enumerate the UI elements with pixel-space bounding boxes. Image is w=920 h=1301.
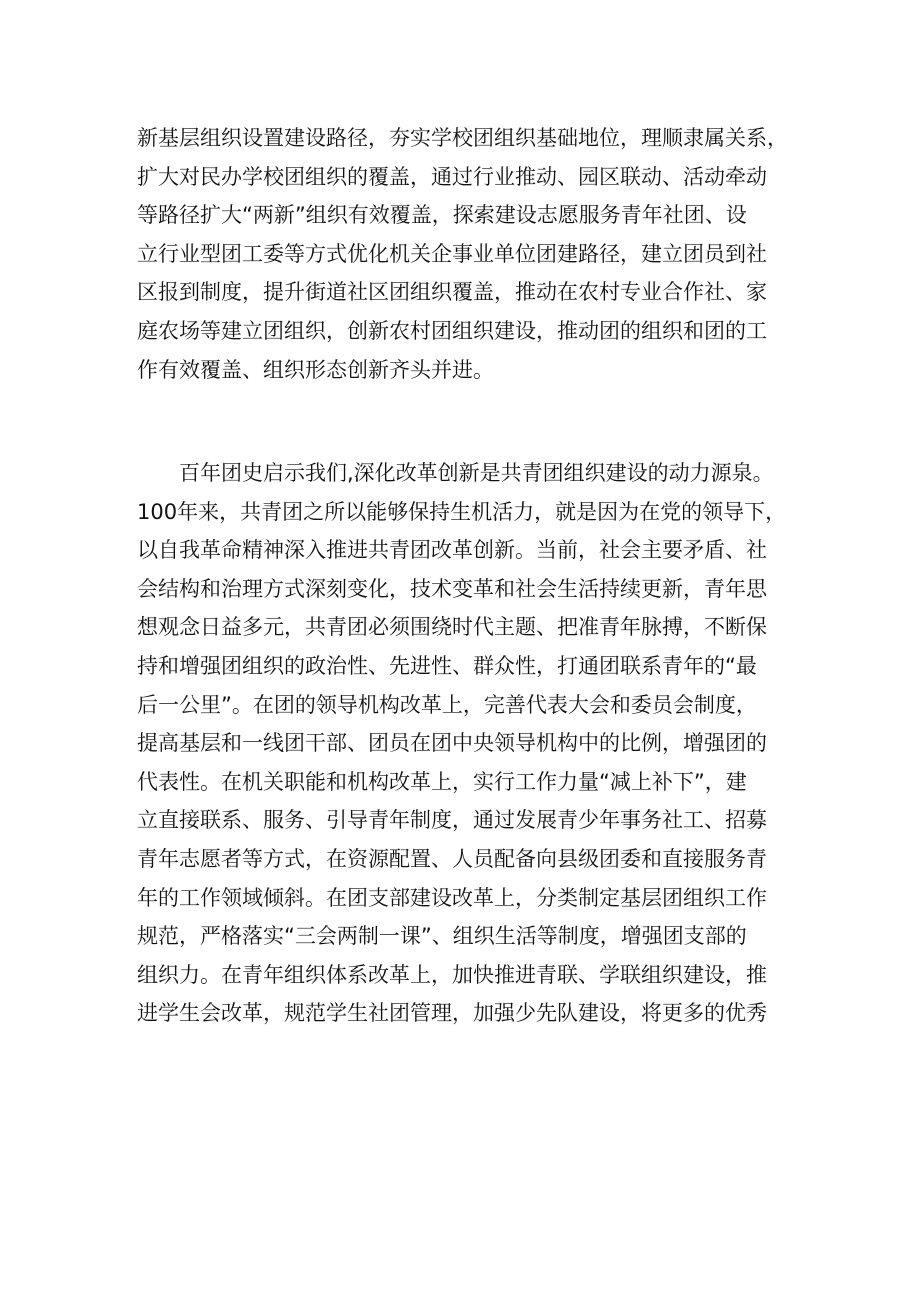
text-line: 作有效覆盖、组织形态创新齐头并进。 (137, 357, 494, 382)
text-line: 新基层组织设置建设路径，夯实学校团组织基础地位，理顺隶属关系， (137, 126, 788, 150)
text-line: 百年团史启示我们,深化改革创新是共青团组织建设的动力源泉。 (137, 461, 774, 485)
text-line (137, 1110, 797, 1149)
text-line: 年的工作领域倾斜。在团支部建设改革上，分类制定基层团组织工作 (137, 885, 767, 910)
text-line: 进学生会改革，规范学生社团管理，加强少先队建设，将更多的优秀 (137, 1001, 767, 1026)
text-line: 代表性。在机关职能和机构改革上，实行工作力量“减上补下”，建 (137, 769, 747, 794)
text-line: 立行业型团工委等方式优化机关企事业单位团建路径，建立团员到社 (137, 241, 767, 266)
paragraph-organization-coverage (137, 119, 797, 389)
text-line: 以自我革命精神深入推进共青团改革创新。当前，社会主要矛盾、社 (137, 538, 767, 563)
text-line: 规范，严格落实“三会两制一课”、组织生活等制度，增强团支部的 (137, 924, 747, 949)
text-line (137, 1033, 797, 1072)
text-line: 等路径扩大“两新”组织有效覆盖，探索建设志愿服务青年社团、设 (137, 203, 747, 228)
text-line (137, 1149, 797, 1188)
text-line: 持和增强团组织的政治性、先进性、群众性，打通团联系青年的“最 (137, 653, 757, 678)
text-line: 后一公里”。在团的领导机构改革上，完善代表大会和委员会制度， (137, 692, 757, 717)
text-line: 青年志愿者等方式，在资源配置、人员配备向县级团委和直接服务青 (137, 846, 767, 871)
text-line: 立直接联系、服务、引导青年制度，通过发展青少年事务社工、招募 (137, 808, 767, 833)
text-line: 组织力。在青年组织体系改革上，加快推进青联、学联组织建设，推 (137, 962, 767, 987)
paragraph-reform-innovation (137, 454, 797, 1187)
text-line: 区报到制度，提升街道社区团组织覆盖，推动在农村专业合作社、家 (137, 280, 767, 305)
text-line: 想观念日益多元，共青团必须围绕时代主题、把准青年脉搏，不断保 (137, 615, 767, 640)
text-line: 提高基层和一线团干部、团员在团中央领导机构中的比例，增强团的 (137, 731, 767, 756)
text-line: 庭农场等建立团组织，创新农村团组织建设，推动团的组织和团的工 (137, 318, 767, 343)
text-line (137, 1072, 797, 1111)
text-line: 100年来，共青团之所以能够保持生机活力，就是因为在党的领导下， (137, 499, 787, 524)
text-line: 扩大对民办学校团组织的覆盖，通过行业推动、园区联动、活动牵动 (137, 164, 767, 189)
text-line: 会结构和治理方式深刻变化，技术变革和社会生活持续更新，青年思 (137, 576, 767, 601)
